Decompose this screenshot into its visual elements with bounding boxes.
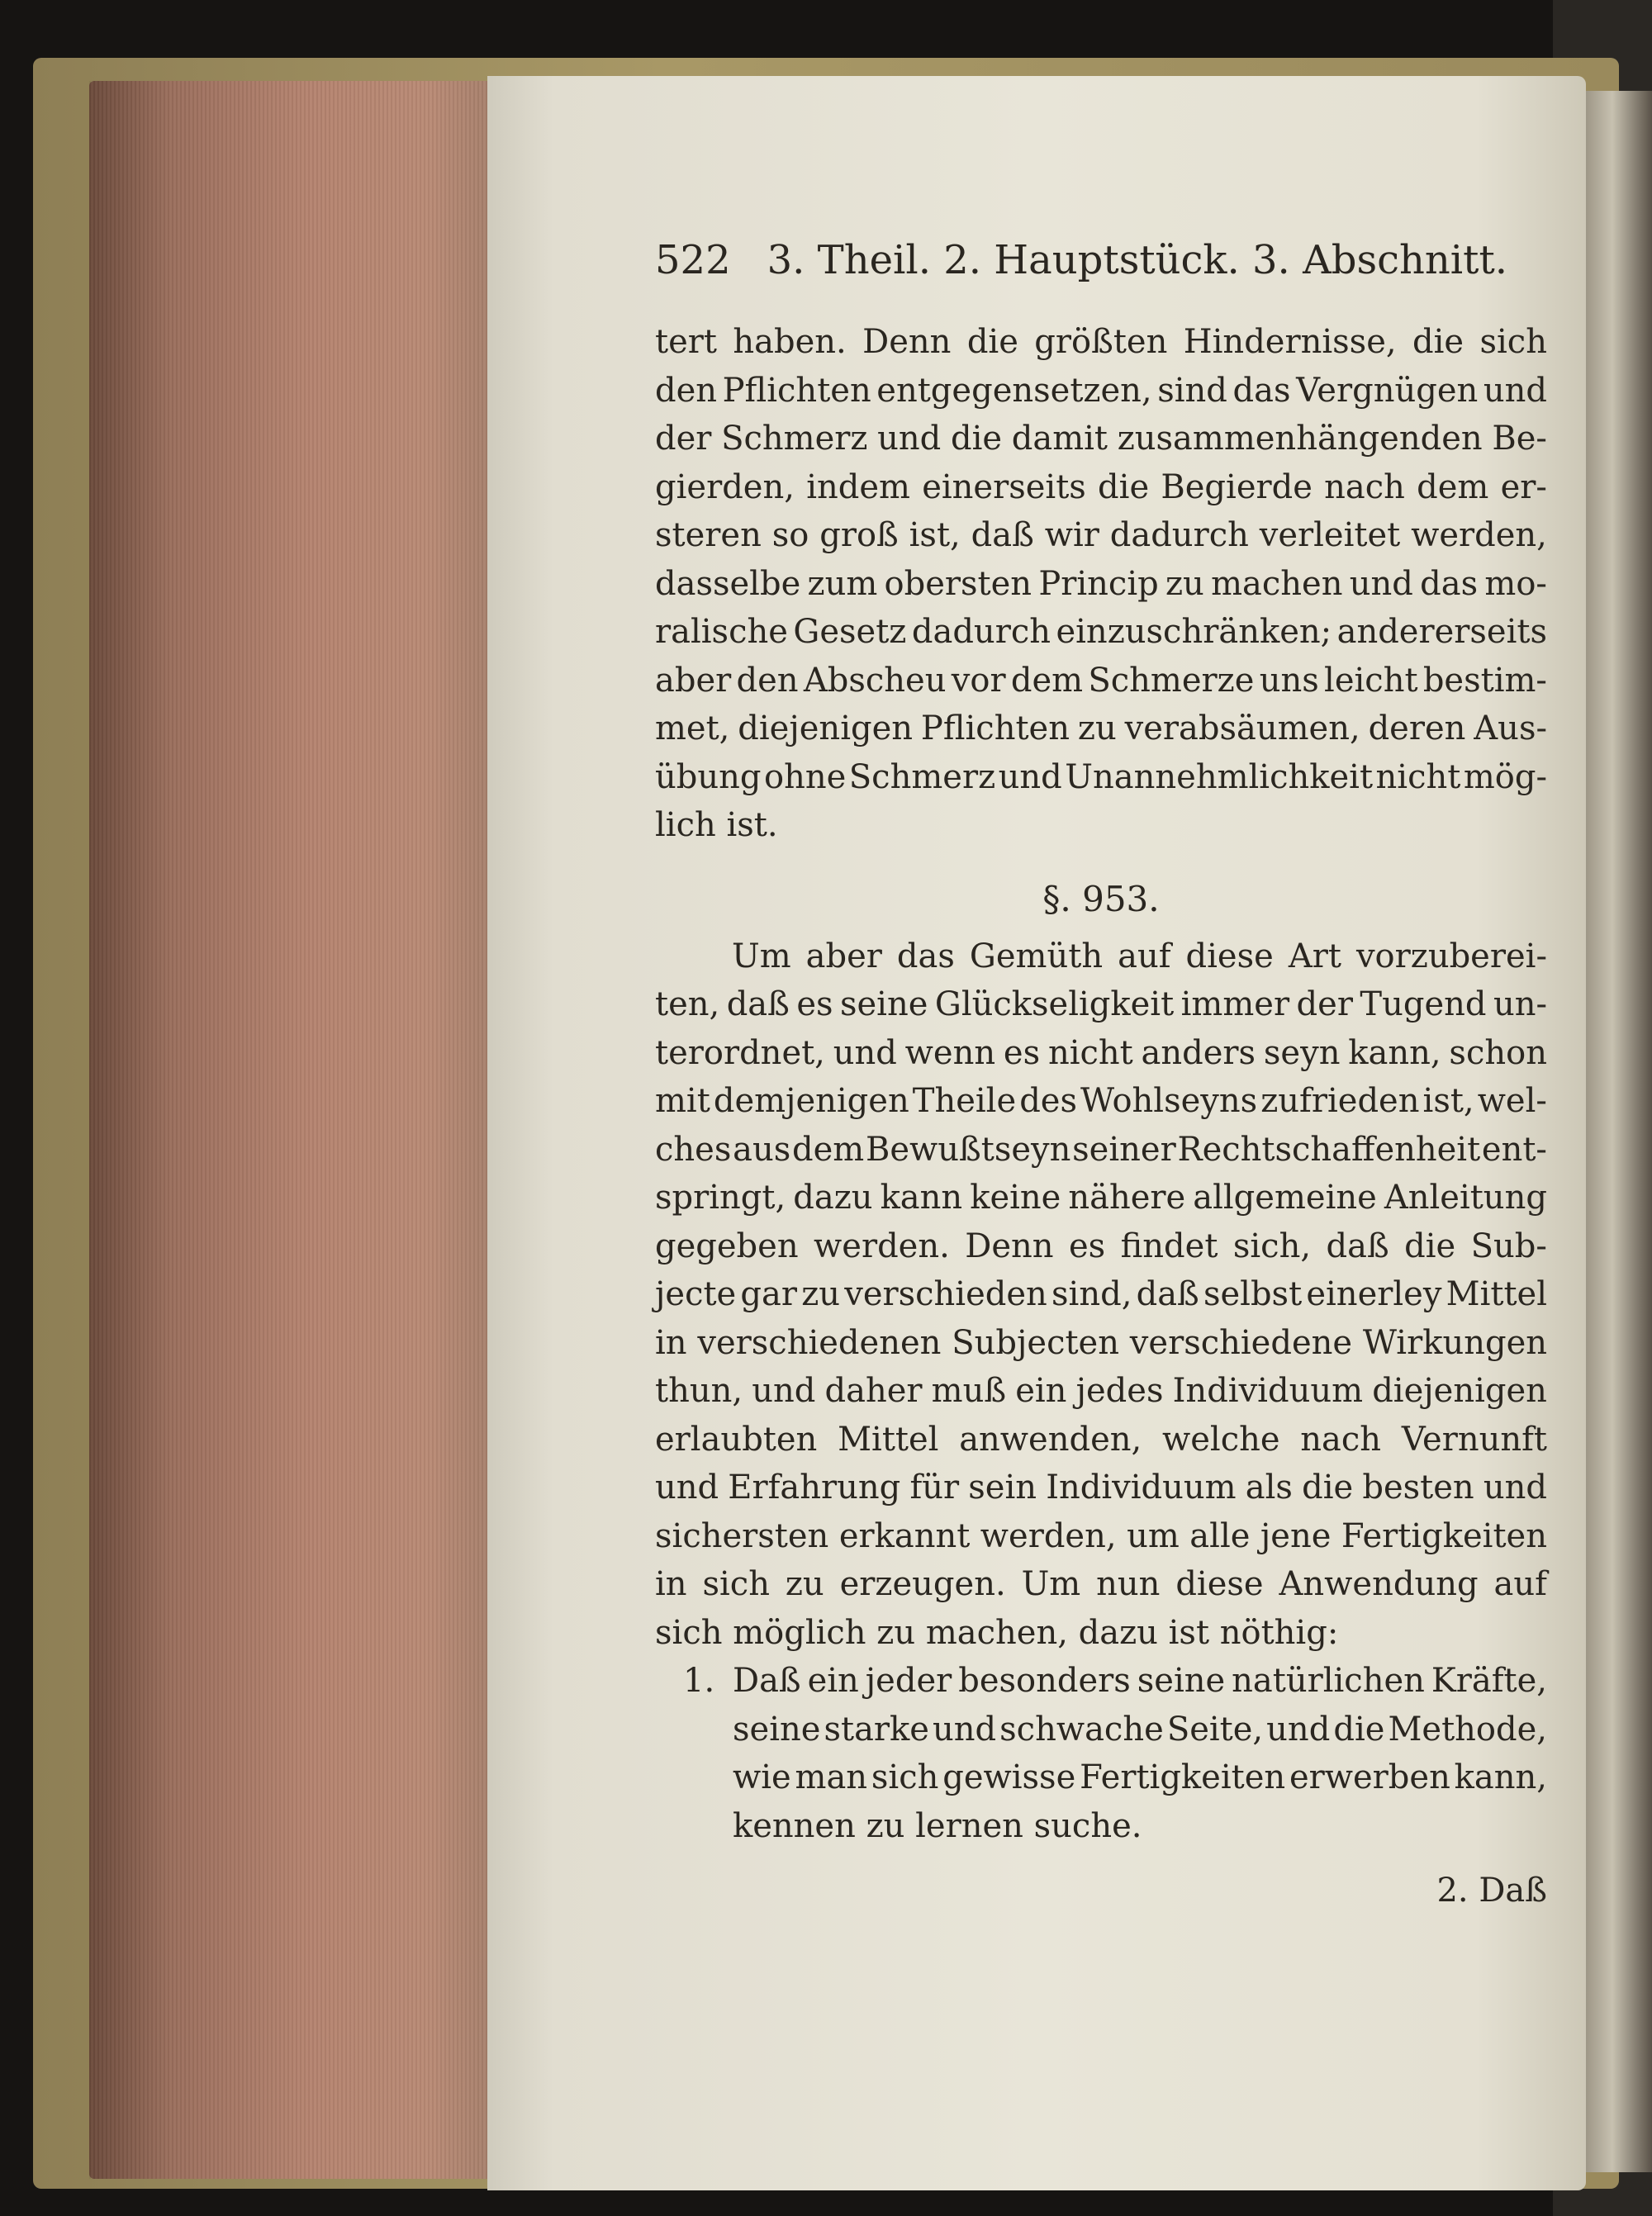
word: daß: [726, 985, 790, 1023]
word: wenn: [904, 1033, 996, 1072]
word: gegeben: [655, 1227, 799, 1265]
word: verschiedenen: [697, 1323, 942, 1362]
word: sich: [702, 1565, 770, 1603]
word: mög-: [1463, 757, 1547, 796]
word: es: [1003, 1033, 1041, 1072]
word: anwenden,: [959, 1420, 1142, 1459]
word: zusammenhängenden: [1117, 420, 1483, 458]
text-line: [655, 1174, 1547, 1222]
word: in: [655, 1323, 687, 1362]
word: ten,: [655, 985, 720, 1023]
text-line: [733, 1657, 1547, 1706]
word: seyn: [1263, 1033, 1341, 1072]
word: damit: [1011, 420, 1108, 458]
word: man: [795, 1758, 868, 1796]
word: Bewußtseyn: [865, 1130, 1071, 1169]
word: Seite,: [1166, 1710, 1264, 1749]
word: für: [909, 1469, 960, 1507]
word: Aus-: [1474, 709, 1547, 747]
word: starke: [824, 1710, 929, 1749]
word: die: [1302, 1469, 1354, 1507]
paragraph-1: [655, 318, 1547, 850]
word: besten: [1362, 1469, 1474, 1507]
word: ist,: [1422, 1082, 1474, 1120]
word: Methode,: [1388, 1710, 1547, 1749]
word: den: [655, 371, 718, 410]
word: Anleitung: [1384, 1179, 1547, 1217]
word: welche: [1161, 1420, 1280, 1459]
word: mo-: [1484, 564, 1547, 603]
word: und: [932, 1710, 997, 1749]
word: es: [796, 985, 833, 1023]
word: der: [1296, 985, 1353, 1023]
word: erkannt: [838, 1516, 971, 1555]
word: dasselbe: [655, 564, 801, 603]
text-line: [733, 1753, 1547, 1802]
word: Princip: [1038, 564, 1159, 603]
word: Pflichten: [722, 371, 871, 410]
word: nach: [1324, 467, 1405, 506]
word: gar: [740, 1275, 797, 1313]
word: aus: [733, 1130, 791, 1169]
word: nach: [1300, 1420, 1382, 1459]
word: gierden,: [655, 467, 795, 506]
word: machen: [1211, 564, 1343, 603]
word: sich: [1479, 323, 1547, 361]
word: die: [1098, 467, 1150, 506]
word: auf: [1493, 1565, 1547, 1603]
word: steren: [655, 516, 762, 554]
paragraph-2: [655, 932, 1547, 1658]
word: es: [1068, 1227, 1106, 1265]
word: jene: [1260, 1516, 1332, 1555]
word: kann: [880, 1179, 963, 1217]
word: tert: [655, 323, 717, 361]
word: erzeugen.: [839, 1565, 1006, 1603]
text-line: kennen zu lernen suche.: [733, 1806, 1142, 1845]
word: nähere: [1068, 1179, 1186, 1217]
word: so: [771, 516, 809, 554]
word: entgegensetzen,: [876, 371, 1152, 410]
text-line: [655, 932, 1547, 981]
word: einerseits: [922, 467, 1086, 506]
text-line: [655, 1512, 1547, 1561]
word: haben.: [733, 323, 847, 361]
word: Mittel: [1446, 1275, 1547, 1313]
word: immer: [1180, 985, 1290, 1023]
word: Unannehmlichkeit: [1065, 757, 1374, 796]
word: Daß: [733, 1662, 801, 1700]
word: des: [1019, 1082, 1077, 1120]
page-number: 522: [655, 237, 731, 283]
text-line: [733, 1706, 1547, 1754]
word: aber: [805, 937, 882, 975]
word: Hindernisse,: [1183, 323, 1397, 361]
word: werden,: [980, 1516, 1117, 1555]
word: und: [752, 1372, 816, 1410]
text-line: [655, 608, 1547, 657]
word: und: [1266, 1710, 1331, 1749]
word: die: [1412, 323, 1464, 361]
word: zu: [1077, 709, 1117, 747]
word: die: [1404, 1227, 1456, 1265]
word: zum: [807, 564, 878, 603]
word: nicht: [1047, 1033, 1133, 1072]
text-line: [655, 1560, 1547, 1609]
word: diejenigen: [738, 709, 914, 747]
word: Schmerz: [721, 420, 868, 458]
text-line: lich ist.: [655, 806, 778, 844]
word: thun,: [655, 1372, 743, 1410]
word: Schmerze: [1088, 661, 1255, 700]
word: Fertigkeiten: [1341, 1516, 1547, 1555]
word: muß: [931, 1372, 1007, 1410]
word: bestim-: [1422, 661, 1547, 700]
word: Glückseligkeit: [934, 985, 1175, 1023]
word: Be-: [1492, 420, 1547, 458]
running-title: 3. Theil. 2. Hauptstück. 3. Abschnitt.: [767, 237, 1507, 283]
word: zu: [785, 1565, 824, 1603]
word: und: [998, 757, 1062, 796]
word: vor: [951, 661, 1006, 700]
word: dem: [1010, 661, 1084, 700]
word: Subjecten: [952, 1323, 1119, 1362]
word: demjenigen: [713, 1082, 909, 1120]
word: auf: [1118, 937, 1171, 975]
word: Gemüth: [969, 937, 1104, 975]
word: diese: [1175, 1565, 1264, 1603]
word: besonders: [958, 1662, 1131, 1700]
word: zu: [801, 1275, 841, 1313]
word: keine: [970, 1179, 1061, 1217]
text-line: [655, 1077, 1547, 1126]
word: Um: [732, 937, 791, 975]
word: sein: [968, 1469, 1037, 1507]
word: ein: [1015, 1372, 1067, 1410]
text-line: [655, 753, 1547, 802]
word: ohne: [764, 757, 847, 796]
word: selbst: [1203, 1275, 1303, 1313]
word: in: [655, 1565, 687, 1603]
page-edges: [89, 81, 490, 2179]
word: Kräfte,: [1431, 1662, 1547, 1700]
word: Sub-: [1470, 1227, 1547, 1265]
word: vorzuberei-: [1355, 937, 1547, 975]
word: jeder: [865, 1662, 952, 1700]
word: sich: [871, 1758, 939, 1796]
word: werden.: [814, 1227, 950, 1265]
word: sind,: [1051, 1275, 1132, 1313]
word: un-: [1493, 985, 1547, 1023]
word: zufrieden: [1260, 1082, 1420, 1120]
word: Um: [1021, 1565, 1081, 1603]
word: dadurch: [1109, 516, 1249, 554]
word: Mittel: [838, 1420, 939, 1459]
word: uns: [1259, 661, 1319, 700]
word: ralische: [655, 613, 788, 651]
word: natürlichen: [1232, 1662, 1425, 1700]
word: sichersten: [655, 1516, 829, 1555]
word: groß: [819, 516, 899, 554]
running-head: [655, 235, 1547, 285]
word: und: [1349, 564, 1413, 603]
word: dazu: [793, 1179, 873, 1217]
word: daß: [1136, 1275, 1199, 1313]
text-line: [655, 463, 1547, 512]
word: das: [896, 937, 955, 975]
word: Vergnügen: [1296, 371, 1479, 410]
word: kann,: [1348, 1033, 1441, 1072]
word: die: [1333, 1710, 1385, 1749]
word: verschiedene: [1129, 1323, 1353, 1362]
word: Pflichten: [920, 709, 1070, 747]
word: nun: [1096, 1565, 1161, 1603]
word: Schmerz: [848, 757, 996, 796]
list-item: [655, 1657, 1547, 1850]
word: ent-: [1481, 1130, 1547, 1169]
word: wel-: [1477, 1082, 1547, 1120]
word: dem: [1417, 467, 1489, 506]
word: die: [966, 323, 1018, 361]
word: die: [950, 420, 1003, 458]
word: wie: [733, 1758, 791, 1796]
word: jecte: [655, 1275, 737, 1313]
text-line: [655, 1464, 1547, 1512]
word: seine: [1137, 1662, 1226, 1700]
word: größten: [1034, 323, 1168, 361]
section-heading: §. 953.: [1042, 878, 1160, 919]
word: daß: [1326, 1227, 1389, 1265]
word: terordnet,: [655, 1033, 825, 1072]
word: kann,: [1454, 1758, 1547, 1796]
list-number: 1.: [683, 1662, 715, 1700]
word: seiner: [1072, 1130, 1176, 1169]
text-line: [655, 415, 1547, 463]
word: Tugend: [1360, 985, 1487, 1023]
text-line: [655, 1367, 1547, 1416]
word: verleitet: [1259, 516, 1401, 554]
word: Individuum: [1046, 1469, 1237, 1507]
word: Anwendung: [1279, 1565, 1479, 1603]
word: Individuum: [1172, 1372, 1364, 1410]
word: deren: [1368, 709, 1466, 747]
word: Theile: [912, 1082, 1017, 1120]
word: ist,: [909, 516, 961, 554]
word: schon: [1449, 1033, 1547, 1072]
word: seine: [839, 985, 928, 1023]
word: verschieden: [844, 1275, 1047, 1313]
word: Rechtschaffenheit: [1177, 1130, 1481, 1169]
text-line: [655, 367, 1547, 415]
word: werden,: [1411, 516, 1547, 554]
word: und: [1483, 1469, 1547, 1507]
word: Fertigkeiten: [1080, 1758, 1286, 1796]
word: und: [833, 1033, 897, 1072]
word: obersten: [884, 564, 1032, 603]
word: sind: [1157, 371, 1227, 410]
text-line: [655, 560, 1547, 609]
word: seine: [733, 1710, 821, 1749]
word: daß: [971, 516, 1034, 554]
word: daher: [824, 1372, 923, 1410]
word: und: [877, 420, 942, 458]
word: diese: [1185, 937, 1274, 975]
word: findet: [1120, 1227, 1218, 1265]
word: verabsäumen,: [1124, 709, 1360, 747]
word: Denn: [965, 1227, 1054, 1265]
word: Abscheu: [803, 661, 947, 700]
word: Erfahrung: [728, 1469, 901, 1507]
word: und: [655, 1469, 719, 1507]
word: andererseits: [1336, 613, 1547, 651]
word: das: [1420, 564, 1479, 603]
word: übung: [655, 757, 762, 796]
word: und: [1483, 371, 1547, 410]
word: ches: [655, 1130, 732, 1169]
word: gewisse: [942, 1758, 1076, 1796]
word: schwache: [999, 1710, 1164, 1749]
word: diejenigen: [1372, 1372, 1547, 1410]
text-line: [655, 511, 1547, 560]
word: met,: [655, 709, 730, 747]
word: allgemeine: [1193, 1179, 1377, 1217]
word: Denn: [862, 323, 952, 361]
word: zu: [1165, 564, 1204, 603]
word: Vernunft: [1401, 1420, 1547, 1459]
word: anders: [1141, 1033, 1256, 1072]
word: den: [736, 661, 799, 700]
word: mit: [655, 1082, 710, 1120]
catchword: 2. Daß: [1436, 1872, 1547, 1910]
word: dadurch: [911, 613, 1051, 651]
text-line: [655, 980, 1547, 1029]
word: als: [1245, 1469, 1293, 1507]
word: einzuschränken;: [1056, 613, 1332, 651]
word: Art: [1288, 937, 1341, 975]
text-line: [655, 1319, 1547, 1368]
text-line: [655, 1222, 1547, 1271]
word: jedes: [1075, 1372, 1164, 1410]
word: das: [1232, 371, 1291, 410]
text-line: [655, 1416, 1547, 1464]
text-line: sich möglich zu machen, dazu ist nöthig:: [655, 1613, 1339, 1652]
word: sich,: [1232, 1227, 1312, 1265]
word: erlaubten: [655, 1420, 818, 1459]
word: leicht: [1324, 661, 1418, 700]
text-line: [655, 1126, 1547, 1174]
word: einerley: [1306, 1275, 1442, 1313]
text-line: [655, 1029, 1547, 1078]
word: er-: [1500, 467, 1547, 506]
word: Wohlseyns: [1080, 1082, 1258, 1120]
word: dem: [792, 1130, 865, 1169]
page-text: [655, 235, 1547, 1915]
word: springt,: [655, 1179, 786, 1217]
word: alle: [1189, 1516, 1251, 1555]
word: nicht: [1375, 757, 1461, 796]
text-line: [655, 657, 1547, 705]
word: um: [1127, 1516, 1180, 1555]
word: indem: [806, 467, 910, 506]
text-line: [655, 1270, 1547, 1319]
facing-page-edge: [1586, 91, 1652, 2172]
text-line: [655, 705, 1547, 753]
word: ein: [807, 1662, 859, 1700]
word: Begierde: [1161, 467, 1313, 506]
text-line: [655, 318, 1547, 367]
word: aber: [655, 661, 732, 700]
list-text: [733, 1657, 1547, 1850]
word: der: [655, 420, 712, 458]
word: Wirkungen: [1362, 1323, 1547, 1362]
word: Gesetz: [793, 613, 907, 651]
word: erwerben: [1289, 1758, 1450, 1796]
word: wir: [1044, 516, 1099, 554]
